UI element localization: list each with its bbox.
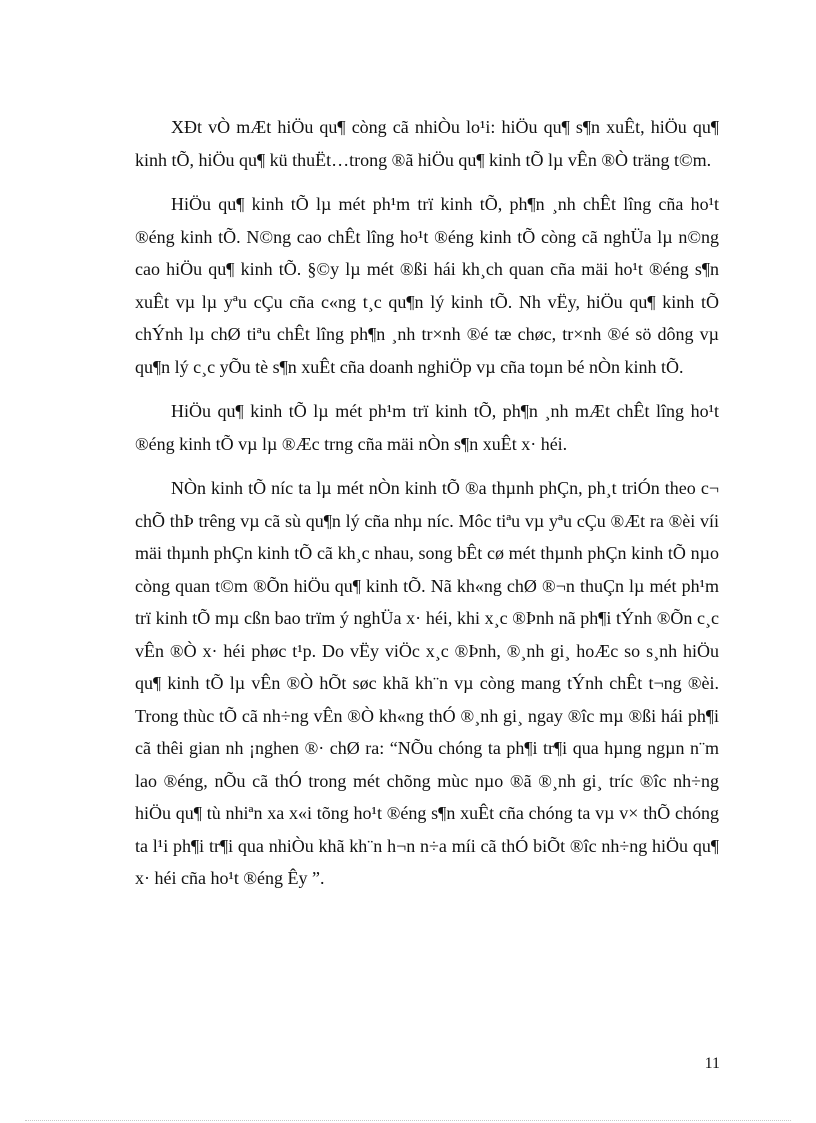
paragraph-3: HiÖu qu¶ kinh tÕ lµ mét ph¹m trï kinh tÕ, ph¶n ¸nh mÆt chÊt lîng ho¹t ®éng kinh tÕ vµ lµ ®Æc trng cña mäi nÒn s¶n xuÊt x· héi.	[135, 401, 719, 454]
page-bottom-divider	[25, 1120, 791, 1121]
paragraph-2: HiÖu qu¶ kinh tÕ lµ mét ph¹m trï kinh tÕ, ph¶n ¸nh chÊt lîng cña ho¹t ®éng kinh tÕ. N©ng cao chÊt lîng ho¹t ®éng kinh tÕ còng cã nghÜa lµ n©ng cao hiÖu qu¶ kinh tÕ. §©y lµ mét ®ßi hái kh¸ch quan cña mäi ho¹t ®éng s¶n xuÊt vµ lµ yªu cÇu cña c«ng t¸c qu¶n lý kinh tÕ. Nh vËy, hiÖu qu¶ kinh tÕ chÝnh lµ chØ tiªu chÊt lîng ph¶n ¸nh tr×nh ®é tæ chøc, tr×nh ®é sö dông vµ qu¶n lý c¸c yÕu tè s¶n xuÊt cña doanh nghiÖp vµ cña toµn bé nÒn kinh tÕ.	[135, 194, 719, 377]
paragraph-4: NÒn kinh tÕ níc ta lµ mét nÒn kinh tÕ ®a thµnh phÇn, ph¸t triÓn theo c¬ chÕ thÞ trêng vµ cã sù qu¶n lý cña nhµ níc. Môc tiªu vµ yªu cÇu ®Æt ra ®èi víi mäi thµnh phÇn kinh tÕ cã kh¸c nhau, song bÊt cø mét thµnh phÇn kinh tÕ nµo còng quan t©m ®Õn hiÖu qu¶ kinh tÕ. Nã kh«ng chØ ®¬n thuÇn lµ mét ph¹m trï kinh tÕ mµ cßn bao trïm ý nghÜa x· héi, khi x¸c ®Þnh nã ph¶i tÝnh ®Õn c¸c vÊn ®Ò x· héi phøc t¹p. Do vËy viÖc x¸c ®Þnh, ®¸nh gi¸ hoÆc so s¸nh hiÖu qu¶ kinh tÕ lµ vÊn ®Ò hÕt søc khã kh¨n vµ còng mang tÝnh chÊt t¬ng ®èi. Trong thùc tÕ cã nh÷ng vÊn ®Ò kh«ng thÓ ®¸nh gi¸ ngay ®îc mµ ®ßi hái ph¶i cã thêi gian nh ¡nghen ®· chØ ra: “NÕu chóng ta ph¶i tr¶i qua hµng ngµn n¨m lao ®éng, nÕu cã thÓ trong mét chõng mùc nµo ®ã ®¸nh gi¸ tríc ®îc nh÷ng hiÖu qu¶ tù nhiªn xa x«i tõng ho¹t ®éng s¶n xuÊt cña chóng ta vµ v× thÕ chóng ta l¹i ph¶i tr¶i qua nhiÒu khã kh¨n h¬n n÷a míi cã thÓ biÕt ®îc nh÷ng hiÖu qu¶ x· héi cña ho¹t ®éng Êy ”.	[135, 478, 719, 888]
paragraph-1: XÐt vÒ mÆt hiÖu qu¶ còng cã nhiÒu lo¹i: hiÖu qu¶ s¶n xuÊt, hiÖu qu¶ kinh tÕ, hiÖu qu¶ kü thuËt…trong ®ã hiÖu qu¶ kinh tÕ lµ vÊn ®Ò träng t©m.	[135, 117, 719, 170]
page-number: 11	[704, 1055, 720, 1072]
body-text	[135, 111, 719, 907]
